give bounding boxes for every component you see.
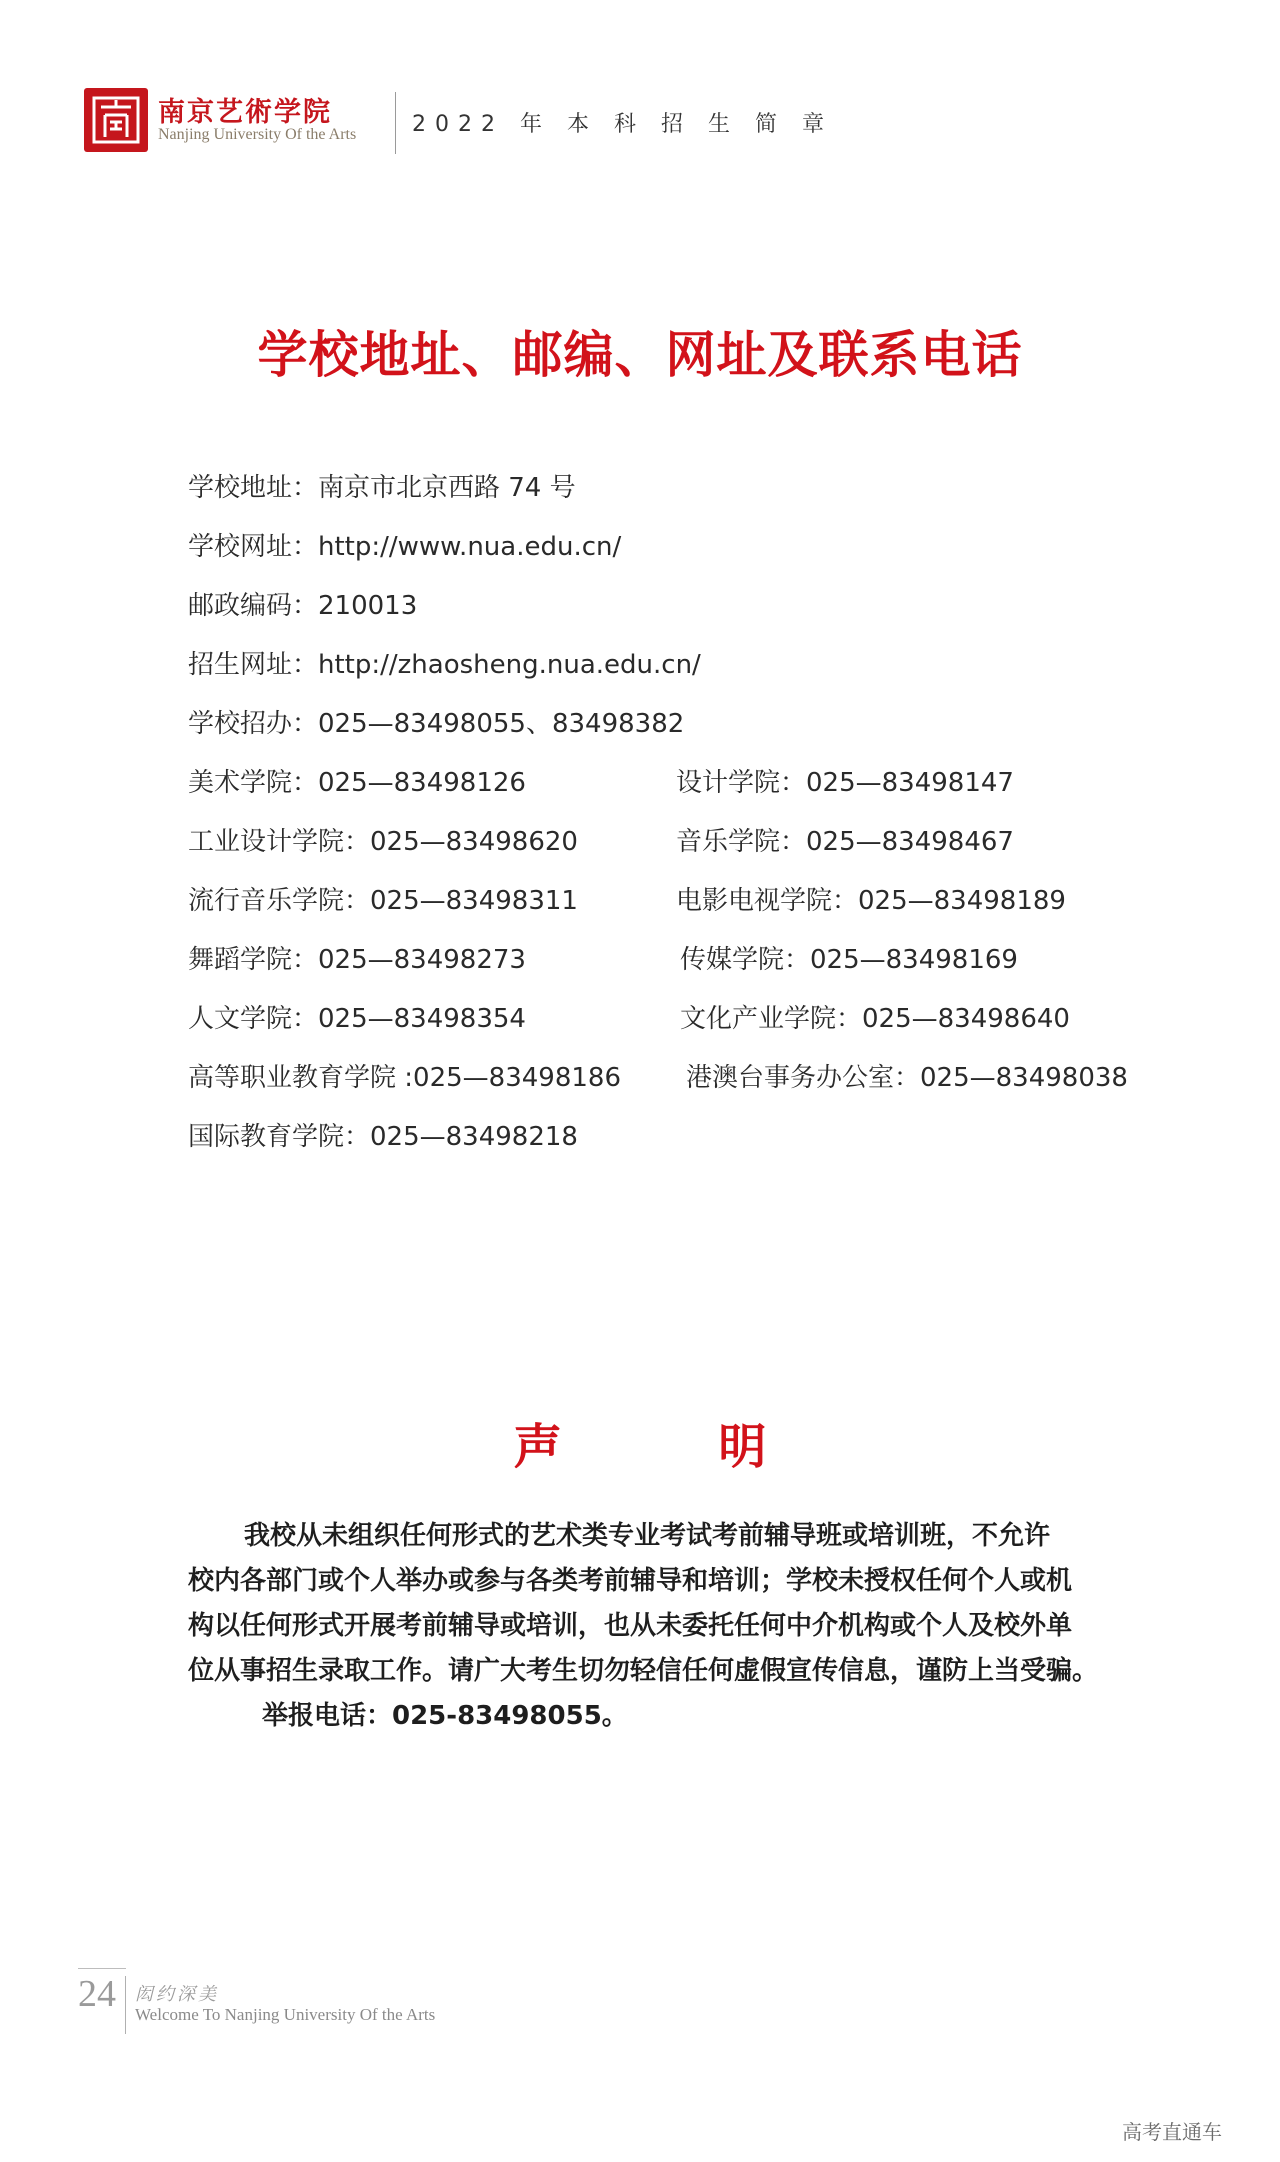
brochure-title: 2022 年 本 科 招 生 简 章 bbox=[412, 112, 833, 137]
department-phone: 人文学院：025—83498354 bbox=[188, 1004, 526, 1034]
university-logo-icon bbox=[84, 88, 148, 152]
statement-line: 构以任何形式开展考前辅导或培训，也从未委托任何中介机构或个人及校外单 bbox=[188, 1611, 1073, 1641]
statement-title: 声 明 bbox=[513, 1419, 837, 1475]
website-line: 学校网址：http://www.nua.edu.cn/ bbox=[188, 532, 622, 562]
watermark: 高考直通车 bbox=[1122, 2120, 1222, 2144]
department-phone: 流行音乐学院：025—83498311 bbox=[188, 886, 578, 916]
department-phone: 音乐学院：025—83498467 bbox=[676, 827, 1014, 857]
address-line: 学校地址：南京市北京西路 74 号 bbox=[188, 473, 576, 503]
footer-motto: 闳约深美 bbox=[135, 1984, 219, 2005]
department-phone: 舞蹈学院：025—83498273 bbox=[188, 945, 526, 975]
statement-line: 校内各部门或个人举办或参与各类考前辅导和培训；学校未授权任何个人或机 bbox=[188, 1566, 1073, 1596]
department-phone: 工业设计学院：025—83498620 bbox=[188, 827, 578, 857]
department-phone: 国际教育学院：025—83498218 bbox=[188, 1122, 578, 1152]
department-phone: 设计学院：025—83498147 bbox=[676, 768, 1014, 798]
department-phone: 美术学院：025—83498126 bbox=[188, 768, 526, 798]
department-phone: 高等职业教育学院 :025—83498186 bbox=[188, 1063, 621, 1093]
statement-line: 我校从未组织任何形式的艺术类专业考试考前辅导班或培训班，不允许 bbox=[244, 1521, 1051, 1551]
logo-chinese-name: 南京艺術学院 bbox=[158, 97, 332, 128]
report-phone-line: 举报电话：025-83498055。 bbox=[262, 1701, 628, 1731]
postcode-line: 邮政编码：210013 bbox=[188, 591, 418, 621]
statement-line: 位从事招生录取工作。请广大考生切勿轻信任何虚假宣传信息，谨防上当受骗。 bbox=[188, 1656, 1099, 1686]
department-phone: 港澳台事务办公室：025—83498038 bbox=[686, 1063, 1128, 1093]
footer-divider bbox=[125, 1976, 126, 2034]
logo-english-name: Nanjing University Of the Arts bbox=[158, 126, 357, 143]
footer-welcome: Welcome To Nanjing University Of the Arts bbox=[135, 2005, 436, 2024]
department-phone: 文化产业学院：025—83498640 bbox=[680, 1004, 1070, 1034]
admissions-office-phone: 学校招办：025—83498055、83498382 bbox=[188, 709, 685, 739]
department-phone: 传媒学院：025—83498169 bbox=[680, 945, 1018, 975]
admissions-website-line: 招生网址：http://zhaosheng.nua.edu.cn/ bbox=[188, 650, 701, 680]
department-phone: 电影电视学院：025—83498189 bbox=[676, 886, 1066, 916]
page-title: 学校地址、邮编、网址及联系电话 bbox=[257, 325, 1023, 384]
page-number: 24 bbox=[78, 1973, 116, 2015]
footer-rule bbox=[78, 1968, 126, 1969]
header-divider bbox=[395, 92, 396, 154]
